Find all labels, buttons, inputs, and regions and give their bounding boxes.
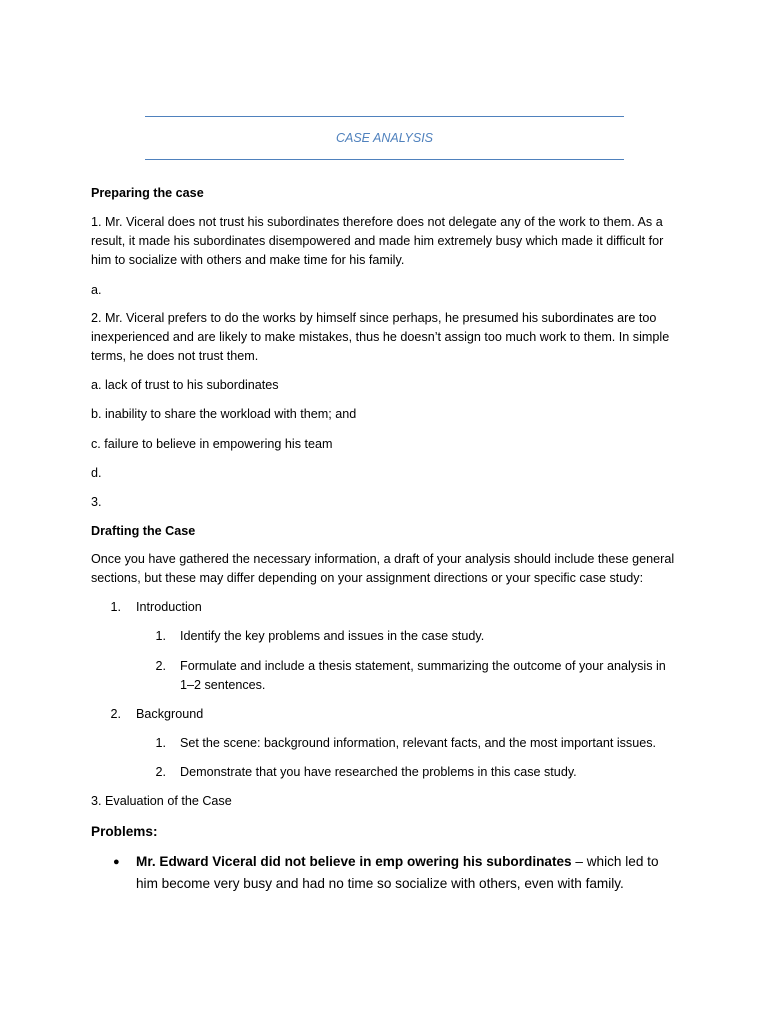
section-heading-preparing: Preparing the case: [91, 186, 204, 200]
paragraph-1-line-3: him to socialize with others and make time for his family.: [91, 253, 405, 268]
problems-bullet-item: [91, 851, 691, 895]
outline-subnumber: 2.: [155, 765, 166, 779]
list-item-c: c. failure to believe in empowering his team: [91, 437, 333, 451]
list-item-b: b. inability to share the workload with them; and: [91, 407, 357, 421]
bullet-bold-text: Mr. Edward Viceral did not believe in emp owering his subordinates: [136, 854, 572, 869]
paragraph-2: [91, 309, 691, 367]
evaluation-heading: 3. Evaluation of the Case: [91, 794, 232, 808]
header-rule-bottom: [145, 159, 624, 160]
outline-subtext: Identify the key problems and issues in the case study.: [180, 629, 485, 643]
list-marker-a: a.: [91, 283, 102, 297]
paragraph-1-line-2: result, it made his subordinates disempowered and made him extremely busy which made it difficult for: [91, 234, 664, 249]
paragraph-2-line-3: terms, he does not trust them.: [91, 349, 259, 364]
drafting-intro-line-2: sections, but these may differ depending on your assignment directions or your specific case study:: [91, 571, 644, 586]
outline-subtext-line-2: 1–2 sentences.: [180, 678, 266, 693]
drafting-intro-line-1: Once you have gathered the necessary information, a draft of your analysis should include these general: [91, 552, 675, 566]
paragraph-2-line-1: 2. Mr. Viceral prefers to do the works by himself since perhaps, he presumed his subordinates are too: [91, 311, 657, 325]
bullet-text-line-1: [136, 851, 676, 873]
drafting-intro: [91, 550, 691, 588]
outline-subtext: Demonstrate that you have researched the problems in this case study.: [180, 765, 577, 779]
outline-subnumber: 2.: [155, 659, 166, 673]
bullet-text: [136, 851, 676, 895]
paragraph-1: [91, 213, 691, 271]
bullet-icon: ●: [113, 856, 120, 868]
outline-subtext-line-1: Formulate and include a thesis statement, summarizing the outcome of your analysis in: [180, 659, 666, 673]
list-item-d: d.: [91, 466, 102, 480]
problems-heading: Problems:: [91, 824, 158, 839]
paragraph-1-line-1: 1. Mr. Viceral does not trust his subordinates therefore does not delegate any of the work to them. As a: [91, 215, 663, 229]
bullet-rest-text: – which led to: [571, 854, 659, 869]
list-item-a: a. lack of trust to his subordinates: [91, 378, 279, 392]
paragraph-2-line-2: inexperienced and are likely to make mistakes, thus he doesn’t assign too much work to them. In simple: [91, 330, 670, 345]
document-title: CASE ANALYSIS: [335, 131, 434, 145]
outline-label: Introduction: [136, 600, 202, 614]
list-item-3: 3.: [91, 495, 102, 509]
outline-subtext: Set the scene: background information, relevant facts, and the most important issues.: [180, 736, 657, 750]
outline-number: 1.: [110, 600, 121, 614]
bullet-text-line-2: him become very busy and had no time so socialize with others, even with family.: [136, 876, 624, 891]
section-heading-drafting: Drafting the Case: [91, 524, 196, 538]
outline-label: Background: [136, 707, 204, 721]
outline-subtext: [180, 657, 680, 695]
outline-number: 2.: [110, 707, 121, 721]
header-rule-top: [145, 116, 624, 117]
outline-subnumber: 1.: [155, 736, 166, 750]
outline-subnumber: 1.: [155, 629, 166, 643]
